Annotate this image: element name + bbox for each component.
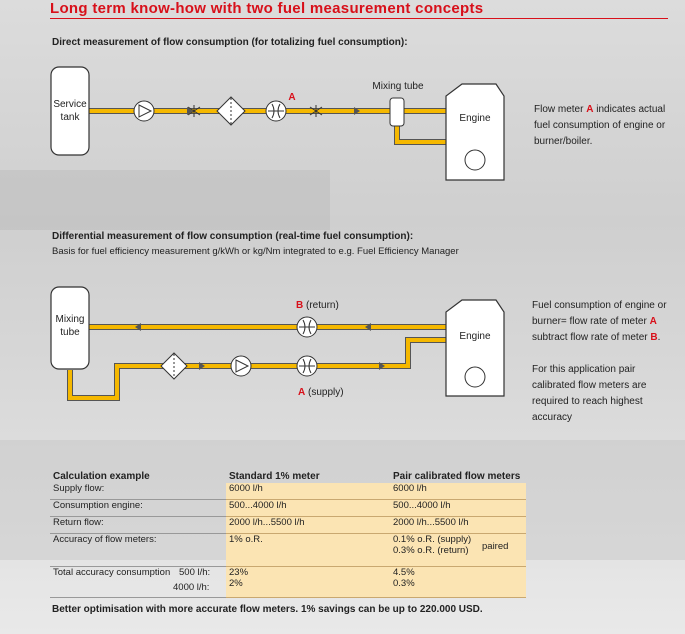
section2-note1: Fuel consumption of engine or burner= flow rate of meter A subtract flow rate of meter B. — [532, 300, 667, 343]
mixing-tube-shape — [390, 98, 404, 126]
section2-heading: Differential measurement of flow consumption (real-time fuel consumption): — [52, 231, 414, 242]
std-value: 1% o.R. — [226, 534, 390, 567]
table-header-cell: Calculation example — [53, 471, 150, 482]
flow-meter-b-icon — [297, 317, 317, 337]
filter-icon — [217, 97, 245, 125]
mixing-tube-label: Mixing tube — [372, 81, 424, 92]
pair-value — [390, 534, 526, 567]
footer-note: Better optimisation with more accurate flow meters. 1% savings can be up to 220.000 USD. — [52, 604, 483, 615]
row-label: Consumption engine: — [50, 500, 226, 517]
std-total-2: 2% — [229, 578, 243, 589]
table-row-total — [50, 567, 526, 598]
meter-a-caption: A (supply) — [298, 387, 344, 398]
row-label: Accuracy of flow meters: — [50, 534, 226, 567]
pair-total-2: 0.3% — [393, 578, 415, 589]
section1-note: Flow meter A indicates actual fuel consumption of engine or burner/boiler. — [534, 104, 666, 147]
table-row — [50, 517, 526, 534]
engine-2-shape — [446, 300, 504, 396]
page-title: Long term know-how with two fuel measurement concepts — [50, 0, 484, 17]
table-header — [50, 471, 526, 483]
flow-meter-a-supply-icon — [297, 356, 317, 376]
table-row — [50, 500, 526, 517]
pair-value — [390, 567, 526, 598]
pair-supply-accuracy: 0.1% o.R. (supply) — [393, 534, 472, 545]
mixing-tube-2-label: Mixing tube — [55, 314, 85, 338]
table-header-cell: Pair calibrated flow meters — [393, 471, 521, 482]
pair-value: 2000 l/h...5500 l/h — [390, 517, 526, 534]
meter-a-label: A — [288, 92, 296, 103]
table-row-accuracy — [50, 534, 526, 567]
engine-label: Engine — [459, 113, 491, 124]
engine-2-label: Engine — [459, 331, 491, 342]
pump-icon — [134, 101, 154, 121]
pair-value: 6000 l/h — [390, 483, 526, 500]
engine-1-shape — [446, 84, 504, 180]
pair-total-1: 4.5% — [393, 567, 415, 578]
row-label: Supply flow: — [50, 483, 226, 500]
meter-b-caption: B (return) — [296, 300, 339, 311]
flow-meter-a-icon — [266, 101, 286, 121]
std-value — [226, 567, 390, 598]
std-value: 2000 l/h...5500 l/h — [226, 517, 390, 534]
pair-return-accuracy: 0.3% o.R. (return) — [393, 545, 469, 556]
total-sub-1: 500 l/h: — [179, 567, 211, 578]
pair-value: 500...4000 l/h — [390, 500, 526, 517]
table-row — [50, 483, 526, 500]
std-value: 500...4000 l/h — [226, 500, 390, 517]
total-sub-2: 4000 l/h: — [173, 582, 210, 593]
row-label: Return flow: — [50, 517, 226, 534]
std-total-1: 23% — [229, 567, 249, 578]
std-value: 6000 l/h — [226, 483, 390, 500]
section1-heading: Direct measurement of flow consumption (for totalizing fuel consumption): — [52, 37, 408, 48]
calculation-table — [50, 471, 526, 598]
row-label — [50, 567, 226, 598]
total-label: Total accuracy consumption — [53, 567, 171, 578]
supply-pipe-2 — [70, 340, 448, 398]
paired-label: paired — [482, 541, 509, 552]
filter-icon-2 — [161, 353, 187, 379]
table-header-cell: Standard 1% meter — [229, 471, 320, 482]
section2-note2: For this application pair calibrated flow meters are required to reach highest accuracy — [532, 364, 647, 423]
service-tank-label: Service tank — [53, 99, 87, 123]
section2-subheading: Basis for fuel efficiency measurement g/kWh or kg/Nm integrated to e.g. Fuel Efficiency Manager — [52, 246, 459, 257]
pump-icon-2 — [231, 356, 251, 376]
